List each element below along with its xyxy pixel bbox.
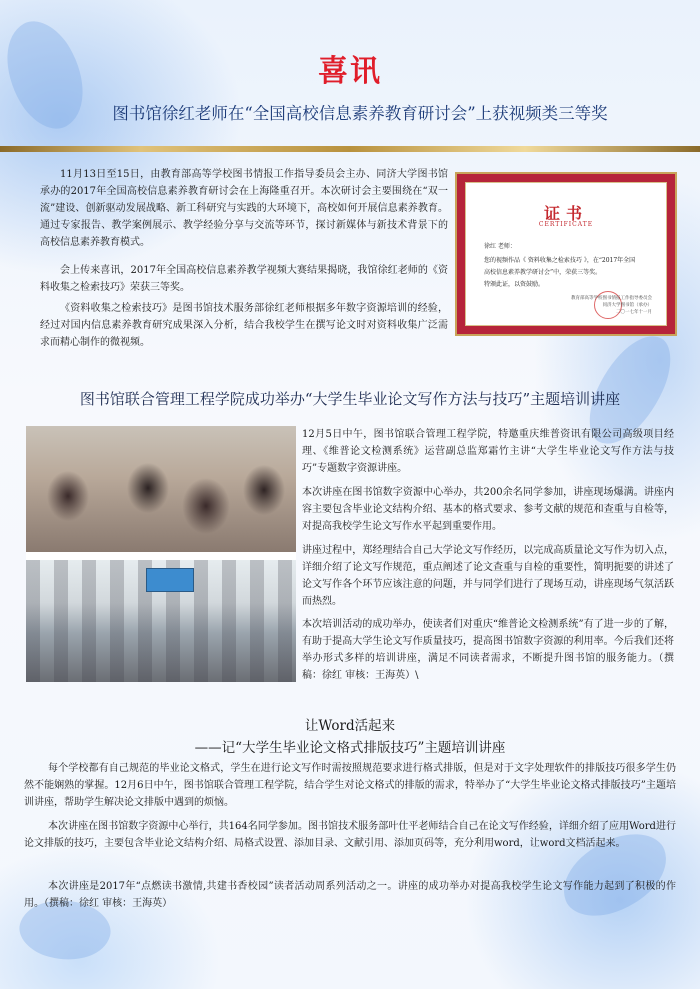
certificate-line: 高校信息素养教学研讨会”中，荣获三等奖。 — [484, 269, 602, 276]
certificate-line: 您的视频作品《 资料收集之检索技巧 》，在“2017年全国 — [484, 257, 636, 264]
certificate-footer: 教育部高等学校图书情报工作指导委员会 — [571, 296, 652, 301]
projector-screen — [146, 568, 194, 592]
news2-title: 图书馆联合管理工程学院成功举办“大学生毕业论文写作方法与技巧”主题培训讲座 — [79, 390, 621, 408]
news1-paragraph-3: 《资料收集之检索技巧》是图书馆技术服务部徐红老师根据多年数字资源培训的经验，经过对国内信息素养教育研究成果深入分析，结合我校学生在撰写论文时对资料收集广泛需求而精心制作的微视频。 — [40, 303, 448, 348]
certificate-footer: 二〇一七年十一月 — [616, 310, 652, 315]
certificate-line: 徐红 老师： — [484, 243, 516, 250]
news1-paragraph-1: 11月13日至15日，由教育部高等学校图书情报工作指导委员会主办、同济大学图书馆承办的2017年全国高校信息素养教育研讨会在上海隆重召开。本次研讨会主要围绕在“双一流”建设、创新驱动发展战略、新工科研究与实践的大环境下，高校如何开展信息素养教育。通过专家报告、教学案例展示、教学经验分享与交流等环节，探讨新媒体与新技术背景下的高校信息素养教育模式。 — [40, 169, 448, 248]
news3-paragraph-1: 每个学校都有自己规范的毕业论文格式，学生在进行论文写作时需按照规范要求进行格式排版，但是对于文字处理软件的排版技巧很多学生仍然不能娴熟的掌握。12月6日中午，图书馆联合管理工程学院，结合学生对论文格式的排版的需求，特举办了“大学生毕业论文格式排版技巧”主题培训讲座，帮助学生解决论文排版中遇到的烦恼。 — [24, 763, 676, 808]
news3-title: 让Word活起来 — [304, 718, 396, 734]
news2-paragraph-4: 本次培训活动的成功举办，使读者们对重庆“维普论文检测系统”有了进一步的了解，有助于提高大学生论文写作质量技巧，提高图书馆数字资源的利用率。今后我们还将举办形式多样的培训讲座，满足不同读者需求，不断提升图书馆的服务能力。（撰稿：徐红 审核：王海英）\ — [302, 619, 674, 681]
news1-title: 图书馆徐红老师在“全国高校信息素养教育研讨会”上获视频类三等奖 — [112, 104, 608, 123]
news3-paragraph-3: 本次讲座是2017年“点燃读书激情,共建书香校园”读者活动周系列活动之一。讲座的成功举办对提高我校学生论文写作能力起到了积极的作用。（撰稿：徐红 审核：王海英） — [24, 881, 676, 909]
news2-paragraph-2: 本次讲座在图书馆数字资源中心举办，共200余名同学参加，讲座现场爆满。讲座内容主要包含毕业论文结构介绍、基本的格式要求、参考文献的规范和查重与自检等，对提高我校学生论文写作水平起到重要作用。 — [302, 487, 674, 532]
lecture-photos — [26, 426, 296, 682]
certificate-image — [455, 172, 677, 336]
news3-paragraph-2: 本次讲座在图书馆数字资源中心举行，共164名同学参加。图书馆技术服务部叶仕平老师结合自己在论文写作经验，详细介绍了应用Word进行论文排版的技巧，主要包含毕业论文结构介绍、局格式设置、添加目录、文献引用、添加页码等，充分利用word，让word文档活起来。 — [24, 821, 676, 849]
lecture-photo-students — [26, 426, 296, 552]
certificate-subtitle: CERTIFICATE — [538, 221, 594, 228]
news3-subtitle: ——记“大学生毕业论文格式排版技巧”主题培训讲座 — [194, 740, 506, 756]
news1-paragraph-2: 会上传来喜讯，2017年全国高校信息素养教学视频大赛结果揭晓，我馆徐红老师的《资料收集之检索技巧》荣获三等奖。 — [40, 265, 448, 293]
news2-paragraph-1: 12月5日中午，图书馆联合管理工程学院，特邀重庆维普资讯有限公司高级项目经理、《维普论文检测系统》运营副总监郑霜竹主讲“大学生毕业论文写作方法与技巧”专题数字资源讲座。 — [302, 429, 674, 474]
certificate-title: 证书 — [543, 204, 588, 223]
certificate-footer: 同济大学图书馆（承办） — [602, 303, 652, 308]
page-title: 喜讯 — [318, 54, 382, 89]
gold-divider — [0, 146, 700, 152]
certificate-line: 特颁此证，以资鼓励。 — [484, 281, 545, 288]
news2-paragraph-3: 讲座过程中，郑经理结合自己大学论文写作经历，以完成高质量论文写作为切入点，详细介绍了论文写作规范，重点阐述了论文查重与自检的重要性，简明扼要的讲述了论文写作各个环节应该注意的问题，并与同学们进行了现场互动，讲座现场气氛活跃而热烈。 — [302, 545, 674, 607]
